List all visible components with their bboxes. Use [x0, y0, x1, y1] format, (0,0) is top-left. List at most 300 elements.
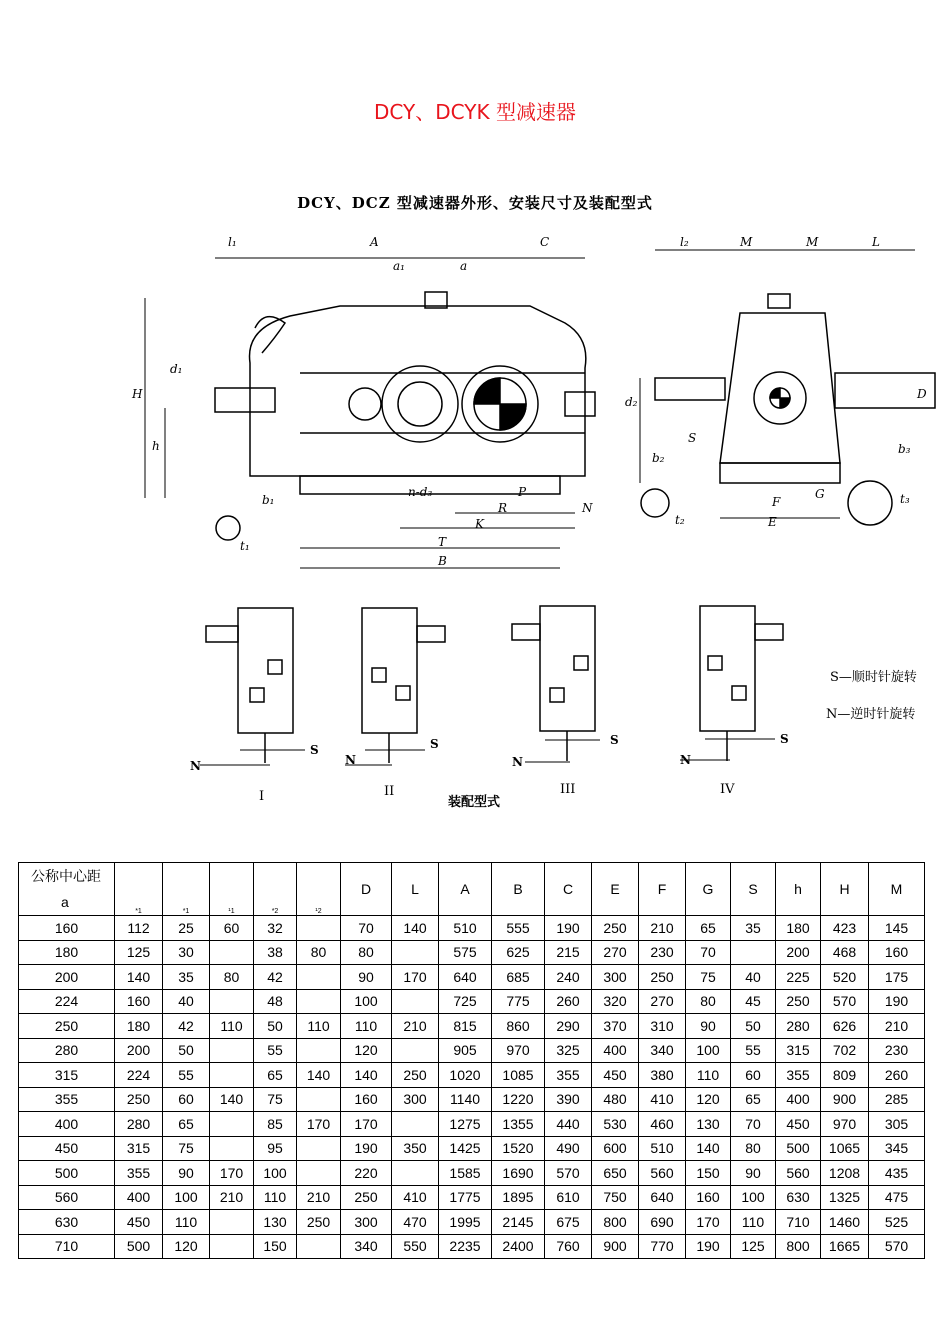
- table-cell: 180: [776, 916, 821, 941]
- table-cell: 280: [115, 1112, 163, 1137]
- label-l1: l₁: [228, 235, 237, 249]
- table-cell: 140: [686, 1136, 731, 1161]
- table-cell: 775: [492, 989, 545, 1014]
- table-cell: 160: [869, 940, 925, 965]
- table-cell: [297, 1136, 341, 1161]
- table-cell: 440: [545, 1112, 592, 1137]
- table-cell: 250: [341, 1185, 392, 1210]
- table-cell: 800: [592, 1210, 639, 1235]
- table-cell: 80: [297, 940, 341, 965]
- table-cell: [392, 1161, 439, 1186]
- table-cell: 520: [821, 965, 869, 990]
- table-cell: [210, 989, 254, 1014]
- table-cell: 140: [210, 1087, 254, 1112]
- table-cell: 90: [163, 1161, 210, 1186]
- table-cell: 160: [19, 916, 115, 941]
- label-N: N: [582, 501, 593, 515]
- table-cell: 100: [163, 1185, 210, 1210]
- table-cell: 270: [639, 989, 686, 1014]
- label-G: G: [815, 487, 825, 501]
- table-cell: 815: [439, 1014, 492, 1039]
- table-cell: 230: [639, 940, 686, 965]
- table-cell: 450: [19, 1136, 115, 1161]
- table-row: [19, 1210, 925, 1235]
- arrow-s-1: S: [310, 743, 319, 757]
- table-cell: 210: [869, 1014, 925, 1039]
- table-cell: 30: [163, 940, 210, 965]
- table-cell: 112: [115, 916, 163, 941]
- table-cell: 315: [776, 1038, 821, 1063]
- table-cell: 42: [254, 965, 297, 990]
- table-cell: 210: [392, 1014, 439, 1039]
- table-cell: 750: [592, 1185, 639, 1210]
- table-cell: 970: [492, 1038, 545, 1063]
- table-cell: [297, 1234, 341, 1259]
- table-cell: 180: [19, 940, 115, 965]
- header-sub-2: *1: [163, 863, 210, 916]
- arrow-s-3: S: [610, 733, 619, 747]
- table-cell: 1520: [492, 1136, 545, 1161]
- table-cell: 355: [19, 1087, 115, 1112]
- table-cell: 400: [592, 1038, 639, 1063]
- header-H: H: [821, 863, 869, 916]
- table-cell: 710: [776, 1210, 821, 1235]
- table-cell: 1665: [821, 1234, 869, 1259]
- header-D: D: [341, 863, 392, 916]
- table-cell: 42: [163, 1014, 210, 1039]
- table-cell: [392, 940, 439, 965]
- table-cell: 125: [731, 1234, 776, 1259]
- table-cell: 400: [19, 1112, 115, 1137]
- table-cell: 285: [869, 1087, 925, 1112]
- header-C: C: [545, 863, 592, 916]
- table-cell: 690: [639, 1210, 686, 1235]
- table-cell: 50: [163, 1038, 210, 1063]
- arrow-n-2: N: [345, 753, 356, 767]
- table-cell: 340: [341, 1234, 392, 1259]
- table-cell: 190: [686, 1234, 731, 1259]
- table-cell: 250: [639, 965, 686, 990]
- assembly-type-2: II: [384, 784, 395, 799]
- table-cell: 250: [19, 1014, 115, 1039]
- label-L: L: [872, 235, 880, 249]
- table-cell: 200: [776, 940, 821, 965]
- table-cell: 640: [639, 1185, 686, 1210]
- table-cell: 710: [19, 1234, 115, 1259]
- table-cell: 380: [639, 1063, 686, 1088]
- assembly-type-1: I: [259, 789, 265, 804]
- arrow-n-4: N: [680, 753, 691, 767]
- table-cell: 905: [439, 1038, 492, 1063]
- table-cell: 250: [592, 916, 639, 941]
- label-M-right: M: [806, 235, 819, 249]
- table-row: [19, 965, 925, 990]
- label-t1: t₁: [240, 539, 250, 553]
- label-b2: b₂: [652, 451, 665, 465]
- table-cell: 625: [492, 940, 545, 965]
- label-H: H: [132, 387, 143, 401]
- label-T: T: [438, 535, 447, 549]
- table-cell: [210, 1112, 254, 1137]
- table-cell: 300: [592, 965, 639, 990]
- table-cell: 770: [639, 1234, 686, 1259]
- table-cell: 120: [163, 1234, 210, 1259]
- table-cell: 702: [821, 1038, 869, 1063]
- table-cell: 100: [731, 1185, 776, 1210]
- label-B: B: [438, 554, 447, 568]
- table-cell: 900: [592, 1234, 639, 1259]
- table-cell: 400: [115, 1185, 163, 1210]
- table-cell: 250: [297, 1210, 341, 1235]
- table-cell: 480: [592, 1087, 639, 1112]
- table-cell: 210: [210, 1185, 254, 1210]
- table-cell: 125: [115, 940, 163, 965]
- table-cell: [731, 940, 776, 965]
- reducer-drawing: [0, 228, 950, 828]
- table-cell: 1585: [439, 1161, 492, 1186]
- label-A: A: [370, 235, 379, 249]
- table-cell: 626: [821, 1014, 869, 1039]
- table-cell: 250: [392, 1063, 439, 1088]
- table-cell: 110: [731, 1210, 776, 1235]
- arrow-n-1: N: [190, 759, 201, 773]
- table-cell: 1460: [821, 1210, 869, 1235]
- label-P: P: [518, 485, 527, 499]
- table-cell: 110: [297, 1014, 341, 1039]
- table-cell: 470: [392, 1210, 439, 1235]
- table-cell: 900: [821, 1087, 869, 1112]
- table-cell: 65: [254, 1063, 297, 1088]
- table-cell: 630: [776, 1185, 821, 1210]
- header-E: E: [592, 863, 639, 916]
- table-cell: 224: [115, 1063, 163, 1088]
- table-header-row: [19, 863, 925, 916]
- table-cell: 100: [686, 1038, 731, 1063]
- legend-n: N—逆时针旋转: [826, 707, 916, 722]
- table-cell: 410: [639, 1087, 686, 1112]
- table-cell: 160: [341, 1087, 392, 1112]
- table-cell: 170: [297, 1112, 341, 1137]
- table-cell: 140: [115, 965, 163, 990]
- table-cell: 65: [163, 1112, 210, 1137]
- table-cell: 560: [639, 1161, 686, 1186]
- table-cell: 150: [686, 1161, 731, 1186]
- table-cell: [210, 1210, 254, 1235]
- table-cell: [297, 916, 341, 941]
- table-cell: 70: [731, 1112, 776, 1137]
- label-M-left: M: [740, 235, 753, 249]
- table-cell: 240: [545, 965, 592, 990]
- table-cell: [392, 1112, 439, 1137]
- table-cell: 1775: [439, 1185, 492, 1210]
- table-cell: 1425: [439, 1136, 492, 1161]
- table-cell: 1085: [492, 1063, 545, 1088]
- header-L: L: [392, 863, 439, 916]
- table-row: [19, 916, 925, 941]
- table-cell: [210, 1063, 254, 1088]
- table-cell: 65: [686, 916, 731, 941]
- table-cell: 355: [115, 1161, 163, 1186]
- table-cell: 40: [163, 989, 210, 1014]
- table-cell: 560: [19, 1185, 115, 1210]
- table-cell: 468: [821, 940, 869, 965]
- table-cell: 350: [392, 1136, 439, 1161]
- label-h: h: [152, 439, 160, 453]
- table-cell: 32: [254, 916, 297, 941]
- table-cell: 423: [821, 916, 869, 941]
- label-R: R: [498, 501, 508, 515]
- table-cell: 150: [254, 1234, 297, 1259]
- table-cell: [297, 1161, 341, 1186]
- table-cell: 120: [341, 1038, 392, 1063]
- table-cell: [210, 1234, 254, 1259]
- table-cell: 65: [731, 1087, 776, 1112]
- header-line-2: a: [61, 894, 69, 910]
- table-cell: 85: [254, 1112, 297, 1137]
- table-cell: 280: [776, 1014, 821, 1039]
- label-E: E: [768, 515, 777, 529]
- table-cell: 675: [545, 1210, 592, 1235]
- table-cell: [392, 1038, 439, 1063]
- table-cell: 80: [731, 1136, 776, 1161]
- table-cell: 80: [686, 989, 731, 1014]
- label-l2: l₂: [680, 235, 689, 249]
- table-cell: 75: [686, 965, 731, 990]
- table-cell: 1065: [821, 1136, 869, 1161]
- table-cell: 260: [545, 989, 592, 1014]
- table-cell: 100: [254, 1161, 297, 1186]
- table-cell: 55: [163, 1063, 210, 1088]
- table-cell: 1275: [439, 1112, 492, 1137]
- label-d2: d₂: [625, 395, 638, 409]
- table-cell: 809: [821, 1063, 869, 1088]
- table-cell: 70: [341, 916, 392, 941]
- table-cell: 2400: [492, 1234, 545, 1259]
- table-cell: 550: [392, 1234, 439, 1259]
- table-cell: 160: [686, 1185, 731, 1210]
- table-cell: 560: [776, 1161, 821, 1186]
- header-S: S: [731, 863, 776, 916]
- table-cell: 110: [210, 1014, 254, 1039]
- table-cell: 450: [592, 1063, 639, 1088]
- table-cell: 80: [210, 965, 254, 990]
- table-cell: 725: [439, 989, 492, 1014]
- table-cell: 1220: [492, 1087, 545, 1112]
- table-cell: 75: [254, 1087, 297, 1112]
- table-cell: 970: [821, 1112, 869, 1137]
- table-cell: 475: [869, 1185, 925, 1210]
- table-row: [19, 1038, 925, 1063]
- table-row: [19, 1112, 925, 1137]
- table-row: [19, 989, 925, 1014]
- table-cell: 95: [254, 1136, 297, 1161]
- label-b1: b₁: [262, 493, 275, 507]
- table-cell: 570: [545, 1161, 592, 1186]
- table-cell: [297, 1087, 341, 1112]
- table-row: [19, 1161, 925, 1186]
- table-cell: 575: [439, 940, 492, 965]
- table-cell: 55: [254, 1038, 297, 1063]
- table-row: [19, 940, 925, 965]
- table-cell: 1208: [821, 1161, 869, 1186]
- table-cell: 35: [731, 916, 776, 941]
- header-B: B: [492, 863, 545, 916]
- table-cell: 600: [592, 1136, 639, 1161]
- label-S: S: [688, 431, 697, 445]
- table-cell: 340: [639, 1038, 686, 1063]
- table-cell: 55: [731, 1038, 776, 1063]
- header-h: h: [776, 863, 821, 916]
- label-C: C: [540, 235, 550, 249]
- table-cell: 345: [869, 1136, 925, 1161]
- label-d1: d₁: [170, 362, 183, 376]
- table-cell: 90: [686, 1014, 731, 1039]
- table-cell: 175: [869, 965, 925, 990]
- table-cell: 530: [592, 1112, 639, 1137]
- table-cell: 130: [686, 1112, 731, 1137]
- table-cell: 170: [210, 1161, 254, 1186]
- table-cell: 190: [341, 1136, 392, 1161]
- table-cell: 315: [19, 1063, 115, 1088]
- table-cell: 570: [869, 1234, 925, 1259]
- table-cell: 355: [545, 1063, 592, 1088]
- table-cell: 38: [254, 940, 297, 965]
- table-row: [19, 1185, 925, 1210]
- arrow-s-2: S: [430, 737, 439, 751]
- table-cell: 210: [297, 1185, 341, 1210]
- assembly-type-3: III: [560, 782, 576, 797]
- table-cell: 280: [19, 1038, 115, 1063]
- table-row: [19, 1136, 925, 1161]
- header-center-distance: [19, 863, 115, 916]
- table-cell: 140: [392, 916, 439, 941]
- label-n-d3: n-d₃: [408, 485, 433, 499]
- table-cell: 60: [210, 916, 254, 941]
- table-row: [19, 1063, 925, 1088]
- table-cell: 500: [19, 1161, 115, 1186]
- header-G: G: [686, 863, 731, 916]
- table-cell: 300: [341, 1210, 392, 1235]
- table-cell: 630: [19, 1210, 115, 1235]
- table-cell: 570: [821, 989, 869, 1014]
- table-cell: 50: [254, 1014, 297, 1039]
- table-cell: 224: [19, 989, 115, 1014]
- table-cell: 400: [776, 1087, 821, 1112]
- table-cell: 310: [639, 1014, 686, 1039]
- table-cell: 170: [686, 1210, 731, 1235]
- table-cell: 290: [545, 1014, 592, 1039]
- header-line-1: 公称中心距: [31, 868, 101, 884]
- label-t3: t₃: [900, 492, 910, 506]
- header-sub-4: *2: [254, 863, 297, 916]
- table-cell: 305: [869, 1112, 925, 1137]
- table-cell: 555: [492, 916, 545, 941]
- label-a: a: [460, 259, 468, 273]
- table-cell: 60: [731, 1063, 776, 1088]
- table-cell: 435: [869, 1161, 925, 1186]
- table-cell: 1020: [439, 1063, 492, 1088]
- table-cell: 315: [115, 1136, 163, 1161]
- table-cell: 500: [115, 1234, 163, 1259]
- table-cell: 190: [545, 916, 592, 941]
- table-cell: 1355: [492, 1112, 545, 1137]
- table-cell: 110: [341, 1014, 392, 1039]
- legend-s: S—顺时针旋转: [830, 670, 917, 685]
- table-cell: 410: [392, 1185, 439, 1210]
- table-cell: [297, 1038, 341, 1063]
- table-cell: 180: [115, 1014, 163, 1039]
- table-cell: 250: [115, 1087, 163, 1112]
- table-cell: 450: [115, 1210, 163, 1235]
- table-cell: 230: [869, 1038, 925, 1063]
- table-cell: 45: [731, 989, 776, 1014]
- table-cell: [297, 965, 341, 990]
- header-M: M: [869, 863, 925, 916]
- label-t2: t₂: [675, 513, 685, 527]
- table-cell: 170: [392, 965, 439, 990]
- label-a1: a₁: [393, 259, 405, 273]
- table-cell: 390: [545, 1087, 592, 1112]
- table-cell: 760: [545, 1234, 592, 1259]
- table-cell: 225: [776, 965, 821, 990]
- table-cell: 300: [392, 1087, 439, 1112]
- table-cell: 210: [639, 916, 686, 941]
- table-cell: 60: [163, 1087, 210, 1112]
- table-cell: 200: [115, 1038, 163, 1063]
- table-cell: 460: [639, 1112, 686, 1137]
- table-cell: 200: [19, 965, 115, 990]
- table-cell: 800: [776, 1234, 821, 1259]
- table-cell: 110: [163, 1210, 210, 1235]
- header-F: F: [639, 863, 686, 916]
- assembly-label: 装配型式: [448, 795, 501, 810]
- table-cell: [392, 989, 439, 1014]
- table-cell: 490: [545, 1136, 592, 1161]
- table-cell: 250: [776, 989, 821, 1014]
- table-cell: 190: [869, 989, 925, 1014]
- page-title: DCY、DCYK 型减速器: [374, 100, 576, 124]
- table-cell: 50: [731, 1014, 776, 1039]
- figure-title: DCY、DCZ 型减速器外形、安装尺寸及装配型式: [297, 194, 653, 212]
- table-cell: 355: [776, 1063, 821, 1088]
- table-cell: 140: [297, 1063, 341, 1088]
- table-cell: 220: [341, 1161, 392, 1186]
- table-cell: 370: [592, 1014, 639, 1039]
- table-cell: [210, 1136, 254, 1161]
- table-cell: 90: [341, 965, 392, 990]
- table-cell: 1895: [492, 1185, 545, 1210]
- label-K: K: [475, 517, 484, 531]
- table-cell: 325: [545, 1038, 592, 1063]
- table-cell: 525: [869, 1210, 925, 1235]
- table-cell: 25: [163, 916, 210, 941]
- table-cell: [210, 940, 254, 965]
- arrow-s-4: S: [780, 732, 789, 746]
- table-cell: 450: [776, 1112, 821, 1137]
- table-cell: 130: [254, 1210, 297, 1235]
- table-cell: 1690: [492, 1161, 545, 1186]
- table-cell: 610: [545, 1185, 592, 1210]
- header-A: A: [439, 863, 492, 916]
- table-row: [19, 1234, 925, 1259]
- table-cell: 215: [545, 940, 592, 965]
- table-cell: 260: [869, 1063, 925, 1088]
- table-cell: 110: [254, 1185, 297, 1210]
- table-cell: 35: [163, 965, 210, 990]
- table-cell: 110: [686, 1063, 731, 1088]
- table-cell: 140: [341, 1063, 392, 1088]
- header-sub-3: ¹1: [210, 863, 254, 916]
